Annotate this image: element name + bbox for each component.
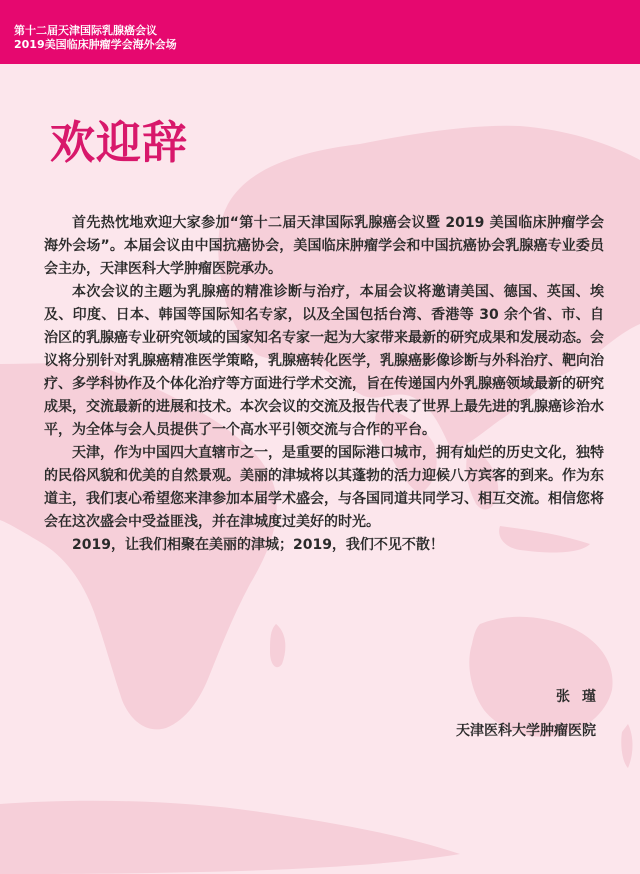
page-title: 欢迎辞 — [50, 116, 189, 169]
header-conference-subtitle: 2019美国临床肿瘤学会海外会场 — [14, 38, 177, 51]
welcome-paragraph: 2019，让我们相聚在美丽的津城；2019，我们不见不散！ — [72, 537, 444, 553]
signature-organization: 天津医科大学肿瘤医院 — [456, 723, 596, 739]
signature-name: 张瑾 — [556, 689, 608, 705]
signature-block — [456, 686, 608, 742]
map-madagascar — [270, 624, 285, 667]
map-south-edge — [0, 801, 460, 874]
header-conference-title: 第十二届天津国际乳腺癌会议 — [14, 24, 157, 37]
map-new-zealand — [621, 724, 632, 768]
welcome-paragraph: 本次会议的主题为乳腺癌的精准诊断与治疗，本届会议将邀请美国、德国、英国、埃及、印度、日本、韩国等国际知名专家，以及全国包括台湾、香港等 30 余个省、市、自治区的乳腺癌专业研究领域的国家知名专家一起为大家带来最新的研究成果和发展动态。会议将分别针对乳腺癌精准医学策略，乳腺癌转化医学，乳腺癌影像诊断与外科治疗、靶向治疗、多学科协作及个体化治疗等方面进行学术交流，旨在传递国内外乳腺癌领域最新的研究成果，交流最新的进展和技术。本次会议的交流及报告代表了世界上最先进的乳腺癌诊治水平，为全体与会人员提供了一个高水平引领交流与合作的平台。 — [44, 284, 604, 438]
welcome-paragraph: 首先热忱地欢迎大家参加“第十二届天津国际乳腺癌会议暨 2019 美国临床肿瘤学会海外会场”。本届会议由中国抗癌协会，美国临床肿瘤学会和中国抗癌协会乳腺癌专业委员会主办，天津医科大学肿瘤医院承办。 — [44, 215, 604, 277]
header-bar — [0, 0, 640, 64]
welcome-body — [44, 212, 604, 557]
welcome-paragraph: 天津，作为中国四大直辖市之一，是重要的国际港口城市，拥有灿烂的历史文化，独特的民俗风貌和优美的自然景观。美丽的津城将以其蓬勃的活力迎候八方宾客的到来。作为东道主，我们衷心希望您来津参加本届学术盛会，与各国同道共同学习、相互交流。相信您将会在这次盛会中受益匪浅，并在津城度过美好的时光。 — [44, 445, 604, 530]
